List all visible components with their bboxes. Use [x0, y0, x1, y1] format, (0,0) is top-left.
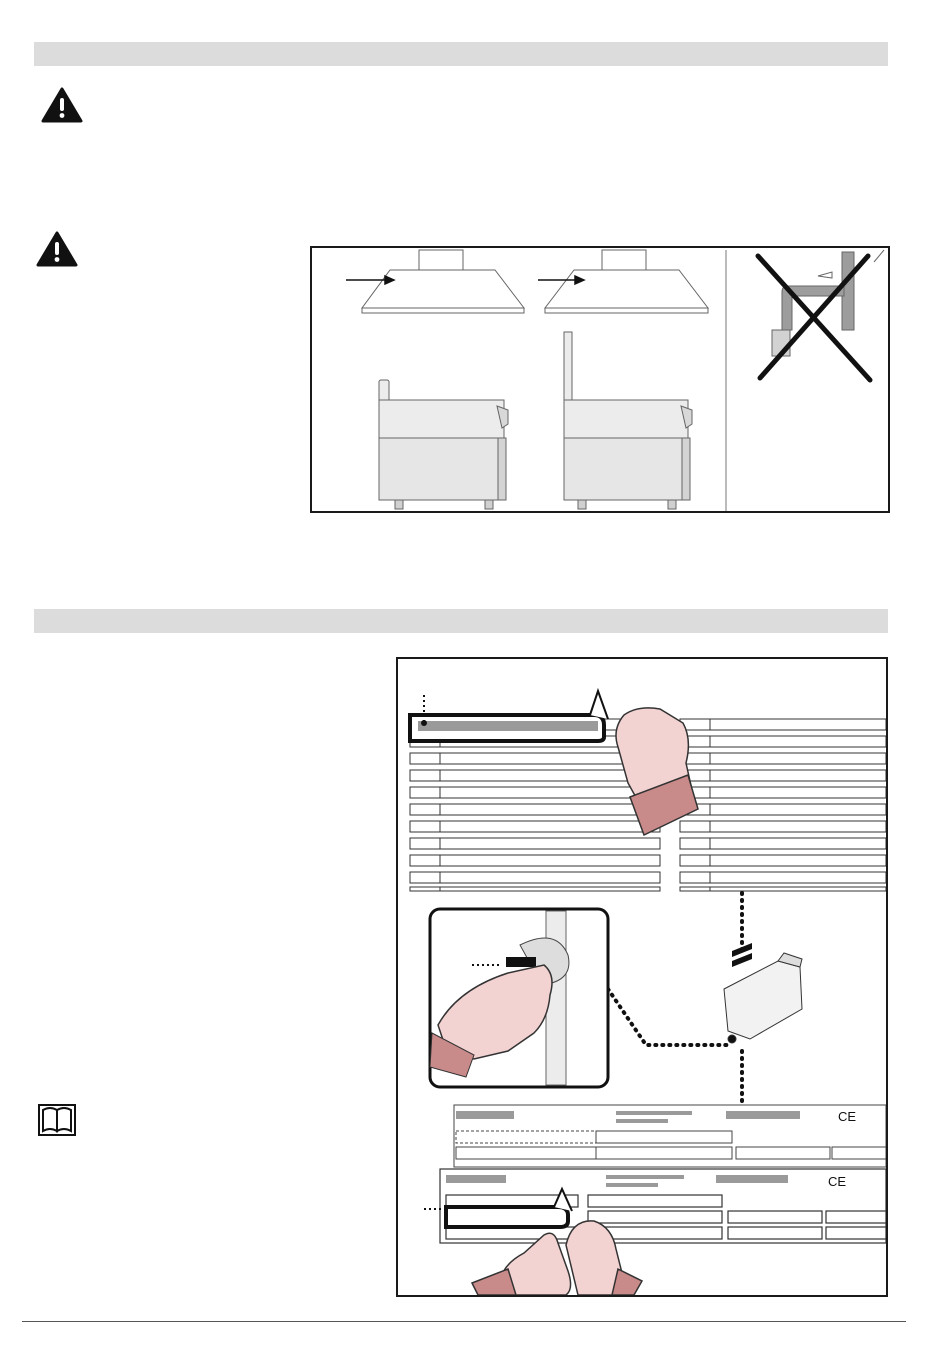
gas-valve-detail-box	[430, 909, 608, 1087]
section-header-bar-1	[34, 42, 888, 66]
airflow-arrow-left	[346, 276, 394, 284]
section-header-bar-2	[34, 609, 888, 633]
break-mark	[732, 943, 752, 967]
warning-triangle-icon	[40, 86, 84, 124]
appliance-isometric	[724, 953, 802, 1043]
hood-installation-figure	[310, 246, 890, 513]
warning-triangle-icon	[35, 230, 79, 268]
data-plate-figure	[396, 657, 888, 1297]
data-plate-lower-1	[454, 1105, 886, 1167]
appliance-low-backsplash	[379, 380, 508, 509]
manual-book-icon	[38, 1104, 76, 1136]
appliance-high-backsplash	[564, 332, 692, 509]
peeled-sticker-upper	[410, 691, 608, 741]
extraction-hood-middle	[545, 250, 708, 313]
footer-rule	[22, 1321, 906, 1322]
ce-mark-2: CE	[828, 1174, 847, 1189]
ce-mark-1: CE	[838, 1109, 857, 1124]
airflow-arrow-middle	[538, 276, 584, 284]
hand-peeling-upper	[616, 708, 698, 835]
connector-dotted	[608, 893, 742, 1105]
